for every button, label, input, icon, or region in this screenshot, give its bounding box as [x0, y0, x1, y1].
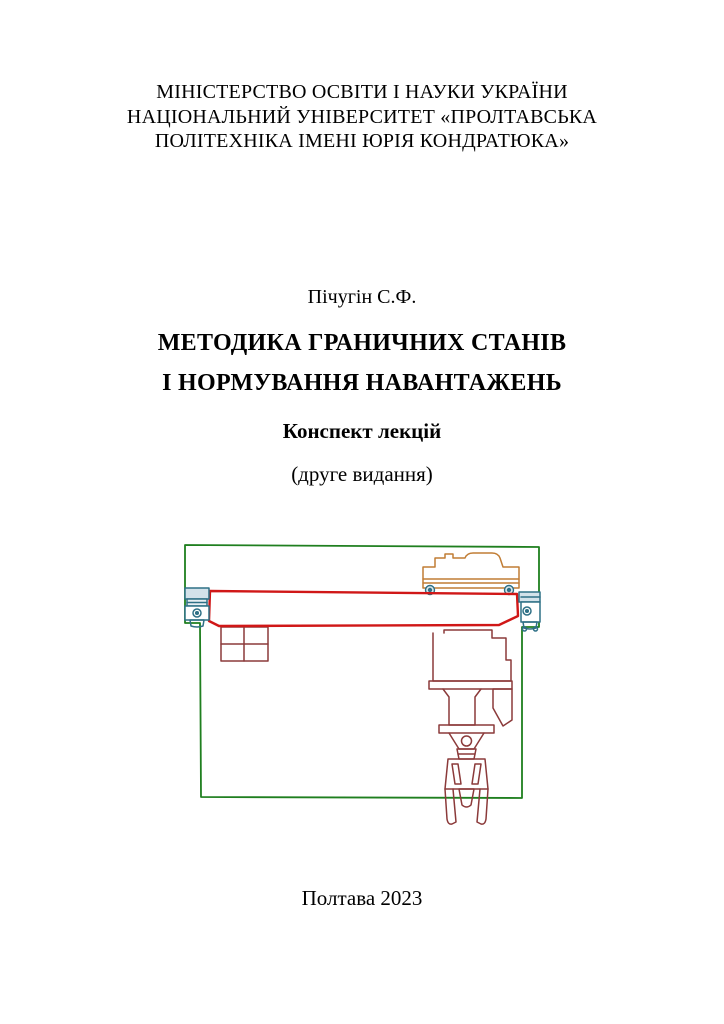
- crane-figure: [181, 542, 547, 834]
- crane-trolley: [423, 553, 519, 588]
- hoist-bracket: [493, 689, 512, 726]
- bridge-girder: [209, 591, 518, 626]
- end-truck-left: [185, 588, 209, 627]
- header-line-1: МІНІСТЕРСТВО ОСВІТИ І НАУКИ УКРАЇНИ: [156, 81, 568, 103]
- ministry-header: [0, 80, 724, 154]
- end-truck-right: [519, 592, 540, 631]
- subtitle: Конспект лекцій: [282, 419, 442, 443]
- imprint-line: Полтава 2023: [301, 886, 423, 910]
- book-title-line-1: МЕТОДИКА ГРАНИЧНИХ СТАНІВ: [157, 330, 567, 356]
- hoist-assembly: [429, 630, 512, 824]
- hook-grab: [445, 749, 488, 824]
- panel-grid: [221, 627, 268, 661]
- book-title-line-2: І НОРМУВАННЯ НАВАНТАЖЕНЬ: [162, 370, 562, 396]
- edition-note: (друге видання): [291, 462, 433, 486]
- header-line-3: ПОЛІТЕХНІКА ІМЕНІ ЮРІЯ КОНДРАТЮКА»: [154, 130, 570, 152]
- header-line-2: НАЦІОНАЛЬНИЙ УНІВЕРСИТЕТ «ПРОЛТАВСЬКА: [126, 105, 598, 128]
- author-name: Пічугін С.Ф.: [307, 286, 417, 308]
